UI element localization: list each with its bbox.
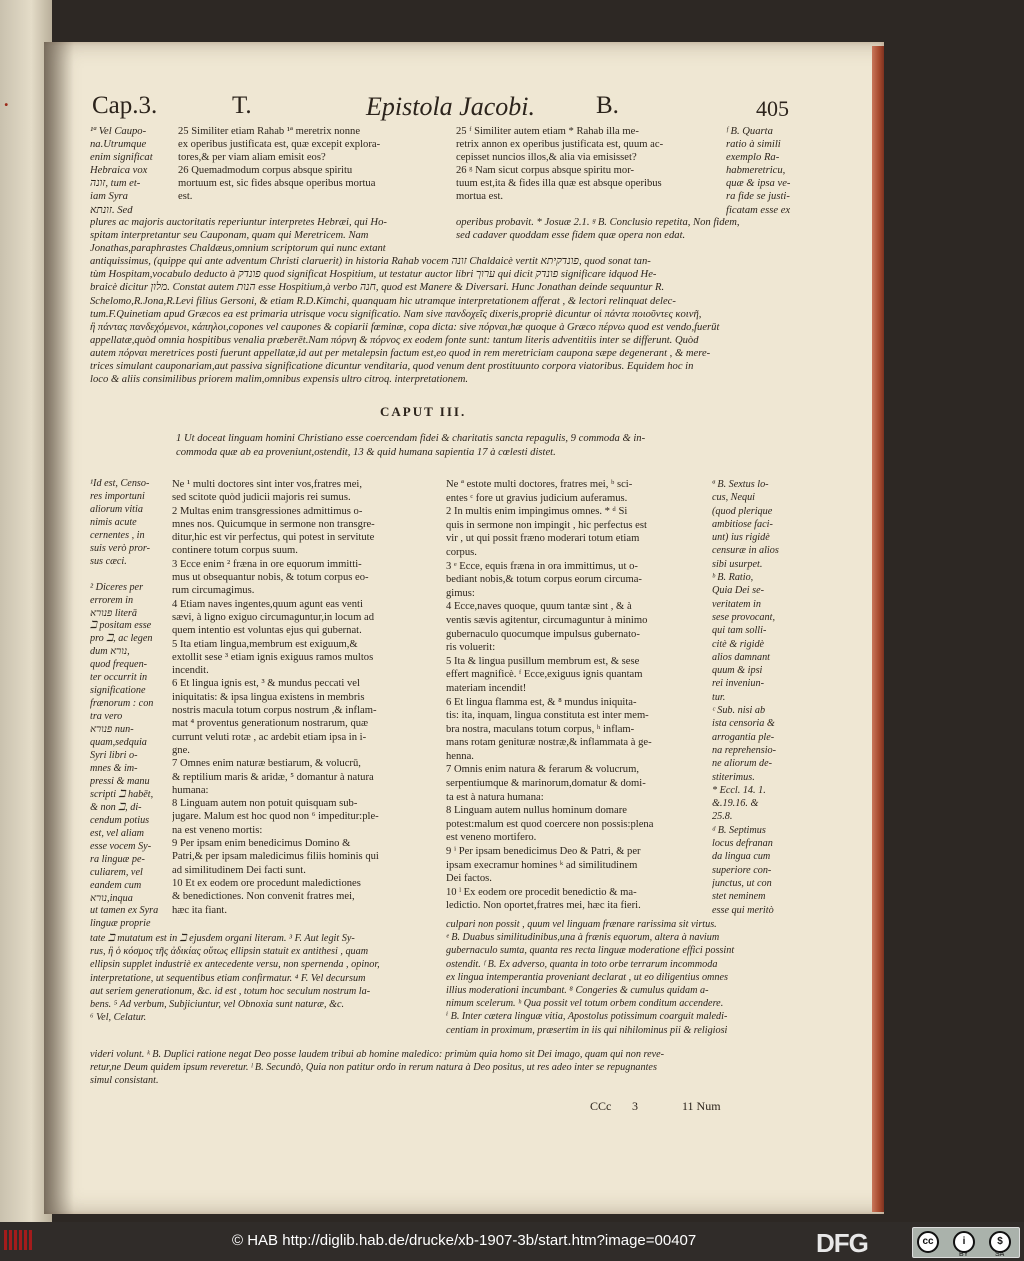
note-line: videri volunt. ᵏ B. Duplici ratione negat Deo posse laudem tribui ab homine maledico: primùm quia homo sit Dei imago, quam qui non reve- [90,1049,665,1060]
margin-line: rei inveniun- [712,678,764,690]
margin-line: da lingua cum [712,851,771,863]
text-line: tores,& per viam aliam emisit eos? [178,152,326,164]
margin-line: ¹ª Vel Caupo- [90,126,147,137]
note-line: Schelomo,R.Jona,R.Levi filius Gersoni, & etiam R.D.Kimchi, quanquam hic utramque interpretationem afferat , & lectori relinquat delec- [90,295,676,307]
margin-line: ista censoria & [712,718,775,730]
margin-line: qui tam solli- [712,625,767,637]
verse-line: ledictio. Non oportet,fratres mei, hæc ita fieri. [446,900,641,912]
bottom-right-footnotes [446,918,808,1037]
latin-vulgate-column [172,478,438,917]
margin-line: &.19.16. & [712,798,759,810]
margin-line: sus cæci. [90,555,127,567]
verse-line: henna. [446,750,474,762]
margin-line: pro ℶ, ac legen [90,633,153,645]
verse-line: corpus. [446,546,477,558]
verse-line: mat ⁴ proventus generationum nostrarum, quæ [172,718,369,730]
margin-line: cus, Nequi [712,492,756,504]
verse-line: 8 Linguam autem nullus hominum domare [446,805,627,817]
margin-line: citè & rigidè [712,638,765,650]
argument-line: commoda quæ ab ea proveniunt,ostendit, 13 & quid humana sapientia 17 à cœlesti distet. [176,446,556,458]
note-line: ⁱ B. Inter cætera linguæ vitia, Apostolus potissimum coarguit maledi- [446,1011,728,1023]
page-red-edge [872,46,884,1212]
verse-line: 3 Ecce enim ² fræna in ore equorum immitti- [172,558,362,570]
verse-line: 5 Ita etiam lingua,membrum est exiguum,& [172,638,358,650]
verse-line: 8 Linguam autem non potuit quisquam sub- [172,798,358,810]
margin-line: aliorum vitia [90,503,143,515]
note-line: antiquissimus, (quippe qui ante adventum Christi claruerit) in historia Rahab vocem זונה Chaldaicè vertit פונדקיתא, quod sonat tan- [90,256,651,268]
margin-line: superiore con- [712,864,772,876]
attribution-icon: i [953,1231,975,1253]
running-head-t: T. [232,92,252,119]
verse-line: 2 Multas enim transgressiones admittimus o- [172,505,363,517]
note-line: ἢ πάντας πανδεχόμενοι, κάπηλοι,copones vel caupones & copiarii fœminæ, copa dicta: sive πόρναι,hæ quoque à Græco πέρνω quod est vendo,fuerūt [90,321,720,333]
verse-line: 7 Omnis enim natura & ferarum & volucrum, [446,764,639,776]
verse-line: gne. [172,744,190,756]
verse-line: bra nostra, maculans totum corpus, ʰ inflam- [446,723,635,735]
source-url[interactable]: © HAB http://diglib.hab.de/drucke/xb-1907-3b/start.htm?image=00407 [232,1232,697,1249]
margin-line: veritatem in [712,598,761,610]
argument-line: 1 Ut doceat linguam homini Christiano esse coercendam fidei & charitatis sancta repagulis, 9 commoda & in- [176,433,646,444]
margin-line: sese provocant, [712,611,775,623]
verse-line: 6 Et lingua ignis est, ³ & mundus peccati vel [172,678,360,690]
text-line: 25 ᶠ Similiter autem etiam * Rahab illa me- [456,126,639,137]
text-line: sed cadaver quoddam esse fidem quæ opera non edat. [456,230,686,242]
verse-line: 7 Omnes enim naturæ bestiarum, & volucrū, [172,758,361,770]
note-line: interpretatione, ut sequentibus etiam confirmatur. ⁴ F. Vel decursum [90,972,366,984]
note-line: plures ac majoris auctoritatis reperiuntur interpretes Hebræi, qui Ho- [90,217,387,228]
verse-line: sed scitote quòd judicii majoris rei sumus. [172,492,351,504]
note-line: ostendit. ᶠ B. Ex adverso, quanta in toto orbe terrarum incommoda [446,958,718,970]
margin-line: ᶜ Sub. nisi ab [712,705,766,717]
verse-line: & benedictiones. Non convenit fratres mei, [172,891,355,903]
verse-line: & reptilium maris & aridæ, ⁵ domantur à natura [172,771,374,783]
note-line: braicè dicitur מלון. Constat autem הנות esse Hospitium,à verbo חנה, quod est Manere & Diversari. Hunc Jonathan deinde sequuntur R. [90,282,665,294]
signature-number: 3 [632,1099,638,1113]
margin-line: nimis acute [90,516,137,528]
margin-line: Syri libri o- [90,750,138,762]
margin-line: stiterimus. [712,771,755,783]
text-line: 25 Similiter etiam Rahab ¹ª meretrix nonne [178,126,361,137]
verse-line: 9 Per ipsam enim benedicimus Domino & [172,838,351,850]
note-line: ex lingua intemperantia proveniant declarat , ut eo diligentius omnes [446,971,728,983]
margin-line: dum נורא, [90,646,130,658]
margin-line: ᶠ B. Quarta [726,126,773,137]
margin-line: arrogantia ple- [712,731,775,743]
verse-line: hæc ita fiant. [172,904,228,916]
verse-line: 9 ⁱ Per ipsam benedicimus Deo & Patri, & per [446,846,641,858]
margin-line: est, vel aliam [90,827,145,839]
margin-line [90,569,170,582]
margin-line: errorem in [90,594,134,606]
verse-line: effert magnificè. ᶠ Ecce,exiguus ignis quantam [446,669,643,681]
margin-line: culiarem, vel [90,866,143,878]
text-line: operibus probavit. * Josuæ 2.1. ᵍ B. Conclusio repetita, Non fidem, [456,217,740,228]
margin-line: significatione [90,685,146,697]
text-line: retrix annon ex operibus justificata est, quum ac- [456,139,664,151]
text-line: 26 Quemadmodum corpus absque spiritu [178,165,353,177]
note-line: autem πόρναι meretrices posti fuerunt appellatæ,id aut per metalepsin factum est,eo quod in rem meretriciam caupona sæpe degenerant , & mere- [90,347,711,359]
chapter-argument [176,432,736,459]
margin-line: scripti ℶ habēt, [90,788,154,800]
verse-line: tis: ita, inquam, lingua constituta est inter mem- [446,710,649,722]
top-right-margin-notes [726,125,806,217]
note-line: aut seriem generationum, &c. id est , totum hoc seculum nostrum la- [90,985,371,997]
margin-line: stet neminem [712,891,766,903]
note-line: tùm Hospitam,vocabulo deducto à פונדק quod significat Hospitium, ut testatur auctor libri ערוך qui dicit פונדק significare idquod He- [90,269,657,281]
verse-line: 5 Ita & lingua pusillum membrum est, & sese [446,655,640,667]
margin-line: suis verò pror- [90,542,150,554]
text-line: mortua est. [456,191,504,203]
verse-line: ta est à natura humana: [446,791,544,803]
note-line: illius moderationi incumbant. ⁸ Congeries & cumulus quidam a- [446,985,709,997]
verse-line: Patri,& per ipsam maledicimus filiis hominis qui [172,851,379,863]
sa-label: SA [995,1251,1005,1258]
note-line: ⁶ Vel, Celatur. [90,1012,147,1024]
page-number: 405 [756,96,789,121]
verse-line: entes ᶜ fore ut gravius judicium auferamus. [446,492,628,504]
margin-line: unt) ius rigidè [712,532,770,544]
margin-line: tra vero [90,711,123,723]
margin-line: res importuni [90,490,145,502]
note-line: ᵉ B. Duabus similitudinibus,una à frænis equorum, altera à navium [446,932,720,944]
verse-line: sævi, à ligno exiguo circumaguntur,in locum ad [172,611,374,623]
verse-line: incendit. [172,665,209,677]
margin-line: ra fide se justi- [726,191,790,203]
footer-bar [0,1222,1024,1261]
margin-line: iam Syra [90,191,128,203]
margin-line: ficatam esse ex [726,204,791,216]
margin-line: alios damnant [712,651,771,663]
verse-line: na est veneno mortis: [172,824,263,836]
chapter-heading: CAPUT III. [380,404,467,419]
margin-line: פנורא literā [90,607,137,619]
margin-line: tur. [712,691,726,703]
note-line: gubernaculo sumta, quanta res recta linguæ moderatione effici possint [446,945,735,957]
margin-line: quæ & ipsa ve- [726,178,791,190]
gutter-shadow [44,42,74,1214]
margin-line: 25.8. [712,811,733,823]
margin-line: ratio à simili [726,139,781,151]
verse-line: 10 ˡ Ex eodem ore procedit benedictio & ma- [446,886,637,898]
margin-line: & non ℶ, di- [90,801,142,813]
note-line: centiam in proximum, præsertim in iis qui nihilominus pii & religiosi [446,1024,728,1036]
verse-line: vir , ut qui possit fræno moderari totum etiam [446,533,640,545]
right-margin-notes [712,478,808,917]
margin-line: na.Utrumque [90,139,147,151]
verse-line: 6 Et lingua flamma est, & ⁸ mundus iniquita- [446,696,637,708]
left-margin-notes [90,478,170,931]
margin-line: esse vocem Sy- [90,840,152,852]
margin-line: זונה, tum et- [90,178,141,190]
running-head-title: Epistola Jacobi. [366,92,535,121]
margin-line: cernentes , in [90,529,145,541]
margin-line: ne aliorum de- [712,758,772,770]
margin-line: Hebraica vox [90,165,148,177]
running-head-b: B. [596,92,619,119]
final-footnote [90,1048,808,1088]
margin-line: na reprehensio- [712,744,777,756]
text-line: tuum est,ita & fides illa quæ est absque operibus [456,178,662,190]
text-line: cepisset nuncios illos,& alia via emisisset? [456,152,637,164]
margin-line: ℶ positam esse [90,620,152,632]
note-line: loco & aliis consimilibus priorem malim,omnibus expensis ultro citroq. interpretationem. [90,374,469,386]
note-line: rus, ἢ ὁ κόσμος τῆς ἀδικίας οὕτως ellipsin statuit ex antithesi , quam [90,946,369,958]
margin-line: quod frequen- [90,659,148,671]
verse-line: quem intentio est voluntas ejus qui gubernat. [172,625,362,637]
margin-line: ter occurrit in [90,672,148,684]
note-line: trices simulant cauponariam,aut passiva significatione dicuntur venditaria, quod venum dent prostituunto corpora viatoribus. Equidem hoc in [90,361,694,373]
margin-line: exemplo Ra- [726,152,780,164]
signature-mark: CCc [590,1099,612,1113]
verse-line: ris voluerit: [446,642,496,654]
note-line: nimum scelerum. ʰ Qua possit vel totum orbem conditum accendere. [446,998,724,1010]
verse-line: currunt veluti rotæ , ac ardebit etiam ipsa in i- [172,731,367,743]
verse-line: ad similitudinem Dei facti sunt. [172,864,306,876]
margin-line: זונתא. Sed [90,204,133,216]
verse-line: ventis sævis agitentur, circumaguntur à minimo [446,614,648,626]
verse-line: 3 ᵉ Ecce, equis fræna in ora immittimus, ut o- [446,560,638,572]
note-line: culpari non possit , quum vel linguam frænare rarissima sit virtus. [446,919,717,930]
margin-line: pressi & manu [90,775,150,787]
margin-line: ᵈ B. Septimus [712,824,766,836]
margin-line: esse qui meritò [712,904,774,916]
spine-mark: . [4,90,9,110]
verse-line: jugare. Malum est hoc quod non ⁶ impeditur:ple- [172,811,379,823]
text-line: ex operibus justificata est, quæ excepit explora- [178,139,381,151]
verse-line: nostris macula totum corpus nostrum ,& inflam- [172,705,377,717]
grip-icon [4,1230,38,1252]
verse-line: iniquitatis: & ipsa lingua existens in membris [172,691,365,703]
verse-line: 4 Etiam naves ingentes,quum agunt eas venti [172,598,363,610]
verse-line: bediant nobis,& totum corpus eorum circuma- [446,574,642,586]
verse-line: gimus: [446,587,475,599]
verse-line: rum circumagimus. [172,585,255,597]
verse-line: extollit sese ³ etiam ignis exiguus ramos multos [172,651,374,663]
margin-line: ² Diceres per [90,581,144,593]
top-left-margin-notes [90,125,176,217]
top-right-text [456,125,720,204]
margin-line: eandem cum [90,879,142,891]
verse-line: continere totum corpus suum. [172,545,298,557]
margin-line: sibi usurpet. [712,558,763,570]
dfg-logo: DFG [816,1228,868,1258]
margin-line: quum & ipsi [712,665,763,677]
note-line: spitam interpretantur seu Cauponam, quam qui Meretricem. Nam [90,230,369,242]
note-line: appellatæ,quòd omnia hospitibus venalia præberēt.Nam πόρνη & πόρνος ex eodem fonte sunt: tantum literis adventitiis inter se differunt. Quòd [90,334,699,346]
margin-line: * Eccl. 14. 1. [712,784,766,796]
margin-line: censuræ in alios [712,545,779,557]
note-line: retur,ne Deum quidem ipsum reveretur. ˡ B. Secundò, Quia non patitur ordo in rerum natura à Deo positus, ut res adeo inter se repugnantes [90,1062,657,1074]
margin-line: cendum potius [90,814,150,826]
text-line: mortuum est, sic fides absque operibus mortua [178,178,376,190]
catchword: 11 Num [682,1099,721,1113]
margin-line: habmeretricu, [726,165,786,177]
text-line: 26 ᵍ Nam sicut corpus absque spiritu mor- [456,165,635,177]
verse-line: Ne ª estote multi doctores, fratres mei, ᵇ sci- [446,479,633,490]
margin-line: ᵇ B. Ratio, [712,572,754,584]
margin-line: linguæ proprie [90,918,151,930]
note-line: Jonathas,paraphrastes Chaldæus,omnium scriptorum qui nunc extant [90,243,386,255]
verse-line: est veneno mortifero. [446,832,537,844]
top-left-text [178,125,446,204]
cc-license-badge[interactable] [912,1227,1020,1258]
margin-line: junctus, ut con [712,877,772,889]
margin-line: Quia Dei se- [712,585,765,597]
margin-line: (quod plerique [712,505,773,517]
note-line: bens. ⁵ Ad verbum, Subjiciuntur, vel Obnoxia sunt naturæ, &c. [90,999,345,1011]
verse-line: Ne ¹ multi doctores sint inter vos,fratres mei, [172,479,362,490]
margin-line: locus defranan [712,838,773,850]
margin-line: ambitiose faci- [712,518,773,530]
by-label: BY [959,1251,969,1258]
margin-line: ¹Id est, Censo- [90,478,150,489]
note-line: tate ℶ mutatum est in ℶ ejusdem organi literam. ³ F. Aut legit Sy- [90,933,355,944]
verse-line: Dei factos. [446,873,492,885]
verse-line: potest:malum est quod coercere non possis:plena [446,818,654,830]
cc-icon: cc [917,1231,939,1253]
margin-line: ut tamen ex Syra [90,905,159,917]
verse-line: mans rotam genituræ nostræ,& inflammata à ge- [446,737,652,749]
margin-line: ra linguæ pe- [90,853,145,865]
note-line: simul consistant. [90,1075,159,1087]
verse-line: serpentiumque & marinorum,domatur & domi- [446,778,646,790]
verse-line: ditur,hic est vir perfectus, qui potest in servitute [172,532,375,544]
note-line: ellipsin supplet industriè ex antecedente versu, non spernenda , opinor, [90,959,380,971]
verse-line: mnes nos. Quicumque in sermone non transgre- [172,518,375,530]
verse-line: gubernaculo quocumque impulsus gubernato- [446,628,640,640]
margin-line: quam,sedquia [90,737,147,749]
verse-line: mus ut obsequantur nobis, & totum corpus eo- [172,572,369,584]
share-alike-icon: $ [989,1231,1011,1253]
note-line: tum.F.Quinetiam apud Græcos ea est primaria utrisque vocu significatio. Nam sive πανδοχεῖς dixeris,propriè dicuntur οἱ πάντα ποιοῦντες κοινῆ, [90,308,702,320]
verse-line: materiam incendit! [446,682,527,694]
bottom-left-footnotes [90,932,440,1024]
text-line: est. [178,191,193,203]
verse-line: 2 In multis enim impingimus omnes. * ᵈ Si [446,506,628,518]
verse-line: humana: [172,784,209,796]
long-footnote [90,216,806,386]
latin-beza-column [446,478,710,913]
margin-line: פנורא nun- [90,724,134,736]
verse-line: 10 Et ex eodem ore procedunt maledictiones [172,877,361,889]
verse-line: 4 Ecce,naves quoque, quum tantæ sint , & à [446,601,632,613]
running-head-chapter: Cap.3. [92,92,158,119]
verse-line: quis in sermone non impingit , hic perfectus est [446,519,647,531]
margin-line: enim significat [90,152,153,164]
verse-line: ipsam execramur homines ᵏ ad similitudinem [446,859,638,871]
margin-line: frænorum : con [90,698,154,710]
margin-line: ª B. Sextus lo- [712,479,769,490]
margin-line: mnes & im- [90,762,138,774]
margin-line: נורא,inqua [90,892,133,904]
